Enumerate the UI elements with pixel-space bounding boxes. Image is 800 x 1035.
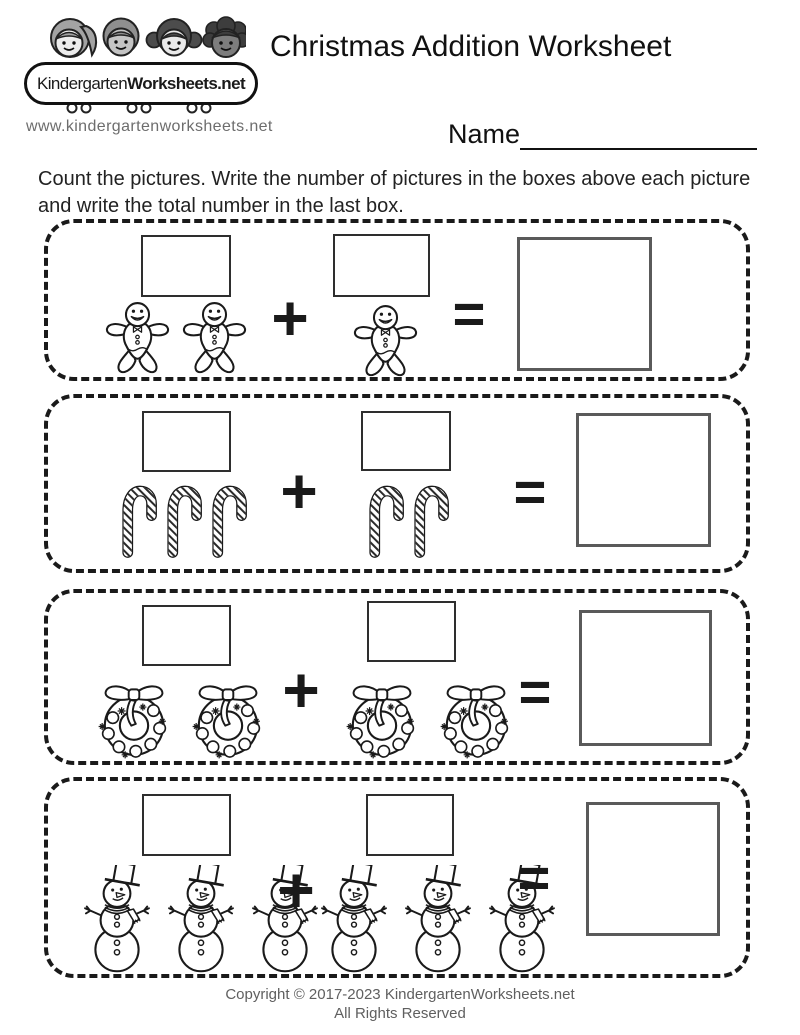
addend2-box[interactable] bbox=[333, 234, 430, 297]
problem-row-1 bbox=[44, 219, 750, 381]
site-logo bbox=[24, 12, 273, 144]
christmas-wreath-icon bbox=[337, 677, 427, 761]
sum-box[interactable] bbox=[576, 413, 711, 547]
candy-cane-icon bbox=[207, 479, 250, 563]
logo-brand-first: Kindergarten bbox=[36, 73, 128, 93]
name-row bbox=[448, 118, 757, 150]
addend1-box[interactable] bbox=[142, 794, 231, 856]
addend2-box[interactable] bbox=[361, 411, 451, 471]
sum-box[interactable] bbox=[517, 237, 652, 371]
addend1-pictures bbox=[89, 677, 277, 761]
snowman-icon bbox=[398, 865, 478, 973]
equals-sign: = bbox=[452, 282, 486, 345]
footer bbox=[0, 986, 800, 1022]
website-url: www.kindergartenworksheets.net bbox=[26, 118, 273, 135]
christmas-wreath-icon bbox=[431, 677, 521, 761]
equals-sign: = bbox=[518, 660, 552, 723]
addend1-box[interactable] bbox=[141, 235, 231, 297]
addend2-pictures bbox=[364, 479, 454, 563]
equals-sign: = bbox=[513, 460, 547, 523]
snowman-icon bbox=[77, 865, 157, 973]
equals-sign: = bbox=[517, 846, 551, 909]
addend2-pictures bbox=[347, 302, 424, 378]
instructions-text: Count the pictures. Write the number of pictures in the boxes above each picture and write the total number in the last box. bbox=[38, 168, 751, 217]
plus-sign: + bbox=[277, 854, 315, 926]
problem-row-4 bbox=[44, 777, 750, 978]
name-input-line[interactable] bbox=[520, 118, 757, 150]
gingerbread-man-icon bbox=[99, 299, 176, 375]
gingerbread-man-icon bbox=[347, 302, 424, 378]
snowman-icon bbox=[314, 865, 394, 973]
addend1-box[interactable] bbox=[142, 605, 231, 666]
snowman-icon bbox=[161, 865, 241, 973]
addend2-box[interactable] bbox=[366, 794, 454, 856]
christmas-wreath-icon bbox=[89, 677, 179, 761]
candy-cane-icon bbox=[162, 479, 205, 563]
logo-brand-second: Worksheets.net bbox=[127, 73, 246, 93]
sum-box[interactable] bbox=[586, 802, 720, 936]
logo-banner bbox=[24, 62, 258, 105]
candy-cane-icon bbox=[364, 479, 407, 563]
plus-sign: + bbox=[271, 282, 309, 354]
problem-row-3 bbox=[44, 589, 750, 765]
addend1-box[interactable] bbox=[142, 411, 231, 472]
page-title: Christmas Addition Worksheet bbox=[270, 30, 672, 63]
candy-cane-icon bbox=[409, 479, 452, 563]
addend2-pictures bbox=[337, 677, 525, 761]
name-label: Name bbox=[448, 119, 521, 149]
plus-sign: + bbox=[280, 455, 318, 527]
copyright-text: Copyright © 2017-2023 KindergartenWorksheets.net bbox=[225, 986, 575, 1003]
plus-sign: + bbox=[282, 654, 320, 726]
gingerbread-man-icon bbox=[176, 299, 253, 375]
problem-row-2 bbox=[44, 394, 750, 573]
addend1-pictures bbox=[99, 299, 253, 375]
addend2-box[interactable] bbox=[367, 601, 456, 662]
rights-text: All Rights Reserved bbox=[334, 1005, 466, 1022]
candy-cane-icon bbox=[117, 479, 160, 563]
sum-box[interactable] bbox=[579, 610, 712, 746]
addend1-pictures bbox=[117, 479, 252, 563]
christmas-wreath-icon bbox=[183, 677, 273, 761]
